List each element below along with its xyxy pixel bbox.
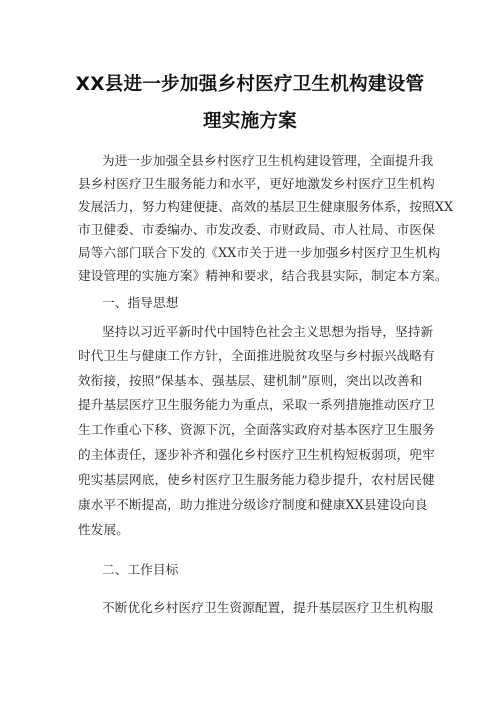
paragraph-1-line-3: 发展活力，努力构建便捷、高效的基层卫生健康服务体系，按照XX <box>78 199 454 214</box>
document-title-line-2: 理实施方案 <box>202 111 297 132</box>
paragraph-2-line-4: 提升基层医疗卫生服务能力为重点，采取一系列措施推动医疗卫 <box>78 397 435 412</box>
section-heading-guiding-ideology: 一、指导思想 <box>102 295 179 310</box>
paragraph-2-line-9: 性发展。 <box>78 522 129 537</box>
paragraph-1-line-5: 局等六部门联合下发的《XX市关于进一步加强乡村医疗卫生机构 <box>78 245 441 260</box>
paragraph-2-line-7: 兜实基层网底，使乡村医疗卫生服务能力稳步提升，农村居民健 <box>78 472 435 487</box>
section-heading-work-goals: 二、工作目标 <box>102 562 179 577</box>
paragraph-1-line-6: 建设管理的实施方案》精神和要求，结合我县实际，制定本方案。 <box>78 268 448 283</box>
paragraph-1-line-4: 市卫健委、市委编办、市发改委、市财政局、市人社局、市医保 <box>78 222 435 237</box>
paragraph-2-line-3: 效衔接，按照“保基本、强基层、建机制”原则，突出以改善和 <box>78 373 423 388</box>
paragraph-2-line-2: 时代卫生与健康工作方针，全面推进脱贫攻坚与乡村振兴战略有 <box>78 348 435 363</box>
paragraph-2-line-8: 康水平不断提高，助力推进分级诊疗制度和健康XX县建设向良 <box>78 497 428 512</box>
paragraph-1-line-2: 县乡村医疗卫生服务能力和水平，更好地激发乡村医疗卫生机构 <box>78 176 435 191</box>
paragraph-2-line-5: 生工作重心下移、资源下沉，全面落实政府对基本医疗卫生服务 <box>78 422 435 437</box>
document-title-line-1: XX县进一步加强乡村医疗卫生机构建设管 <box>75 74 425 95</box>
paragraph-2-line-6: 的主体责任，逐步补齐和强化乡村医疗卫生机构短板弱项，兜牢 <box>78 447 435 462</box>
paragraph-1-line-1: 为进一步加强全县乡村医疗卫生机构建设管理，全面提升我 <box>102 153 434 168</box>
paragraph-2-line-1: 坚持以习近平新时代中国特色社会主义思想为指导，坚持新 <box>102 324 434 339</box>
paragraph-3-line-1: 不断优化乡村医疗卫生资源配置，提升基层医疗卫生机构服 <box>102 600 434 615</box>
